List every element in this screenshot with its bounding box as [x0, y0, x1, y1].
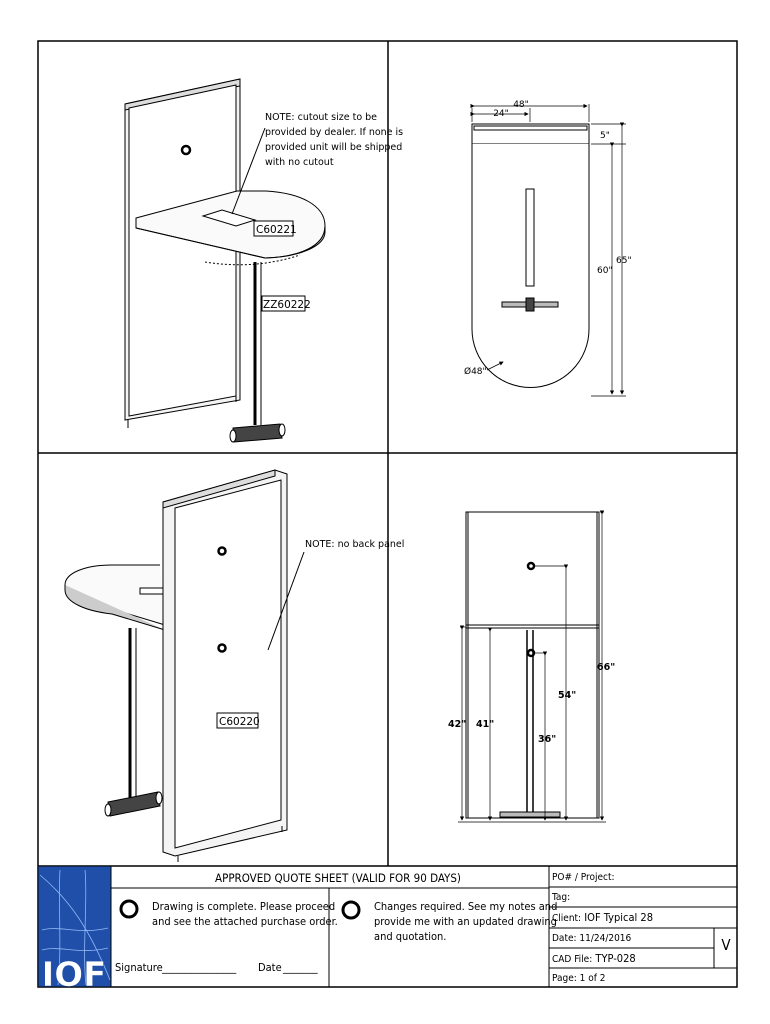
approve-checkbox[interactable] [121, 901, 137, 917]
client-field [552, 911, 653, 925]
dim-half-width: 24" [493, 109, 509, 119]
note-line: provided unit will be shipped [265, 142, 403, 153]
date-field-value: 11/24/2016 [579, 933, 632, 944]
iso-back-view [65, 470, 304, 862]
date-line[interactable]: _______ [283, 961, 318, 974]
note-line: provided by dealer. If none is [265, 127, 404, 138]
note-line: with no cutout [265, 157, 334, 168]
signature-line[interactable]: _______________ [162, 961, 237, 974]
note-line: NOTE: cutout size to be [265, 112, 378, 123]
dim-grommet-upper: 54" [558, 690, 577, 701]
title-block-header: APPROVED QUOTE SHEET (VALID FOR 90 DAYS) [215, 871, 461, 885]
cad-file-field [552, 952, 636, 966]
logo-text: IOF [41, 955, 107, 995]
part-tag-top-label: C60221 [256, 224, 297, 236]
date-field [552, 932, 631, 945]
dim-diameter: Ø48" [464, 367, 487, 377]
revision-letter: V [721, 936, 731, 954]
dim-top-depth: 60" [597, 266, 613, 276]
tag-field: Tag: [552, 892, 571, 903]
dim-surface-height: 41" [476, 719, 495, 730]
date-label: Date [258, 961, 282, 974]
dim-width: 48" [513, 100, 529, 110]
dim-panel-depth: 5" [600, 131, 610, 141]
part-tag-panel-label: C60220 [219, 716, 260, 728]
signature-label: Signature [115, 961, 163, 974]
approve-option-text-2: and see the attached purchase order. [152, 915, 338, 928]
changes-checkbox[interactable] [343, 902, 359, 918]
iso-front-note [265, 112, 403, 168]
client-value: IOF Typical 28 [584, 911, 653, 924]
iso-back-note: NOTE: no back panel [305, 539, 405, 550]
po-project-field: PO# / Project: [552, 872, 615, 883]
approve-option-text-1: Drawing is complete. Please proceed [152, 900, 336, 913]
cad-file-label: CAD File: [552, 954, 593, 965]
client-label: Client: [552, 913, 582, 924]
changes-option-text-3: and quotation. [374, 930, 447, 943]
dim-grommet-lower: 36" [538, 734, 557, 745]
date-field-label: Date: [552, 933, 577, 944]
dim-overall-depth: 65" [616, 256, 632, 266]
dim-top-height: 42" [448, 719, 467, 730]
part-tag-base-label: ZZ60222 [263, 299, 311, 311]
cad-file-value: TYP-028 [595, 952, 636, 965]
cutout-slot [526, 189, 534, 286]
changes-option-text-2: provide me with an updated drawing [374, 915, 557, 928]
elevation-view [458, 512, 606, 822]
dim-panel-height: 66" [597, 662, 616, 673]
changes-option-text-1: Changes required. See my notes and [374, 900, 558, 913]
page-number: Page: 1 of 2 [552, 973, 606, 984]
plan-view [472, 104, 626, 396]
